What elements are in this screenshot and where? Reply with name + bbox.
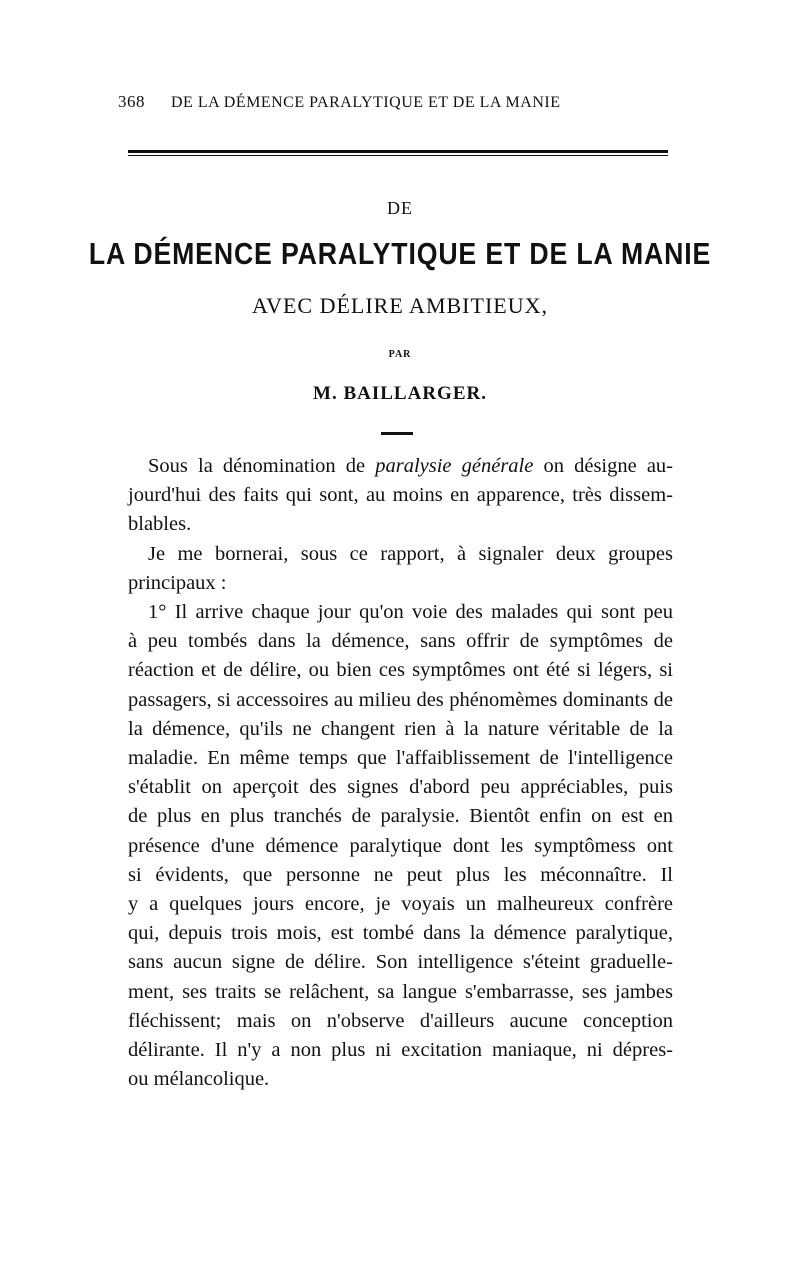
body-line [128, 510, 673, 539]
body-line-text: de plus en plus tranchés de paralysie. Bientôt enfin on est en [128, 805, 673, 828]
body-line-text: Je me bornerai, sous ce rapport, à signaler deux groupes [148, 542, 673, 565]
body-line [128, 773, 673, 802]
body-line-text: principaux : [128, 571, 227, 594]
body-line [128, 919, 673, 948]
body-line-text: 1° Il arrive chaque jour qu'on voie des malades qui sont peu [148, 601, 673, 624]
body-line-emphasis: paralysie générale [375, 455, 534, 477]
body-line [128, 948, 673, 977]
body-line [128, 686, 673, 715]
title-divider [381, 432, 413, 435]
running-head [118, 92, 678, 112]
body-line [128, 540, 673, 569]
body-line [128, 802, 673, 831]
body-line [128, 1036, 673, 1065]
body-line-text: la démence, qu'ils ne changent rien à la nature véritable de la [128, 717, 673, 740]
running-title: DE LA DÉMENCE PARALYTIQUE ET DE LA MANIE [171, 94, 561, 111]
title-par: PAR [388, 349, 412, 360]
body-line-text: qui, depuis trois mois, est tombé dans la démence paralytique, [128, 922, 673, 945]
body-line [128, 1007, 673, 1036]
body-line-text: passagers, si accessoires au milieu des phénomèmes dominants de [128, 688, 673, 711]
body-line [128, 978, 673, 1007]
body-line [128, 715, 673, 744]
body-line-text: fléchissent; mais on n'observe d'ailleurs aucune conception [128, 1009, 673, 1032]
body-line-text: sans aucun signe de délire. Son intelligence s'éteint graduelle- [128, 951, 673, 974]
body-line-text: à peu tombés dans la démence, sans offrir de symptômes de [128, 630, 673, 653]
body-line-text: on désigne au- [533, 455, 674, 477]
body-line [128, 481, 673, 510]
body-line [128, 744, 673, 773]
chapter-subtitle: AVEC DÉLIRE AMBITIEUX, [252, 293, 548, 318]
body-line-text: présence d'une démence paralytique dont les symptômess ont [128, 834, 673, 857]
body-line-text: délirante. Il n'y a non plus ni excitation maniaque, ni dépres- [128, 1039, 673, 1062]
body-line [128, 1065, 673, 1094]
body-line [128, 569, 673, 598]
body-line [128, 656, 673, 685]
body-line [128, 598, 673, 627]
author-name: M. BAILLARGER. [313, 383, 487, 404]
body-line [128, 832, 673, 861]
body-line-text: réaction et de délire, ou bien ces symptômes ont été si légers, si [128, 659, 673, 682]
body-line [128, 861, 673, 890]
body-line-text: maladie. En même temps que l'affaiblissement de l'intelligence [128, 747, 673, 770]
page-number: 368 [118, 92, 145, 111]
body-line-text: jourd'hui des faits qui sont, au moins en apparence, très dissem- [128, 484, 673, 507]
chapter-title: LA DÉMENCE PARALYTIQUE ET DE LA MANIE [88, 236, 712, 271]
body-line-text: ment, ses traits se relâchent, sa langue s'embarrasse, ses jambes [128, 980, 673, 1003]
title-de: DE [387, 198, 413, 218]
body-line-text: si évidents, que personne ne peut plus les méconnaître. Il [128, 863, 673, 886]
body-line-text: ou mélancolique. [128, 1068, 270, 1091]
body-text [128, 452, 673, 1094]
header-rule [128, 150, 668, 156]
body-line-text: s'établit on aperçoit des signes d'abord peu appréciables, puis [128, 776, 673, 799]
body-line-text: Sous la dénomination de [148, 455, 376, 477]
body-line-text: blables. [128, 513, 192, 536]
body-line [128, 890, 673, 919]
body-line [128, 627, 673, 656]
body-line-text: y a quelques jours encore, je voyais un malheureux confrère [128, 893, 673, 916]
body-line [128, 452, 673, 481]
